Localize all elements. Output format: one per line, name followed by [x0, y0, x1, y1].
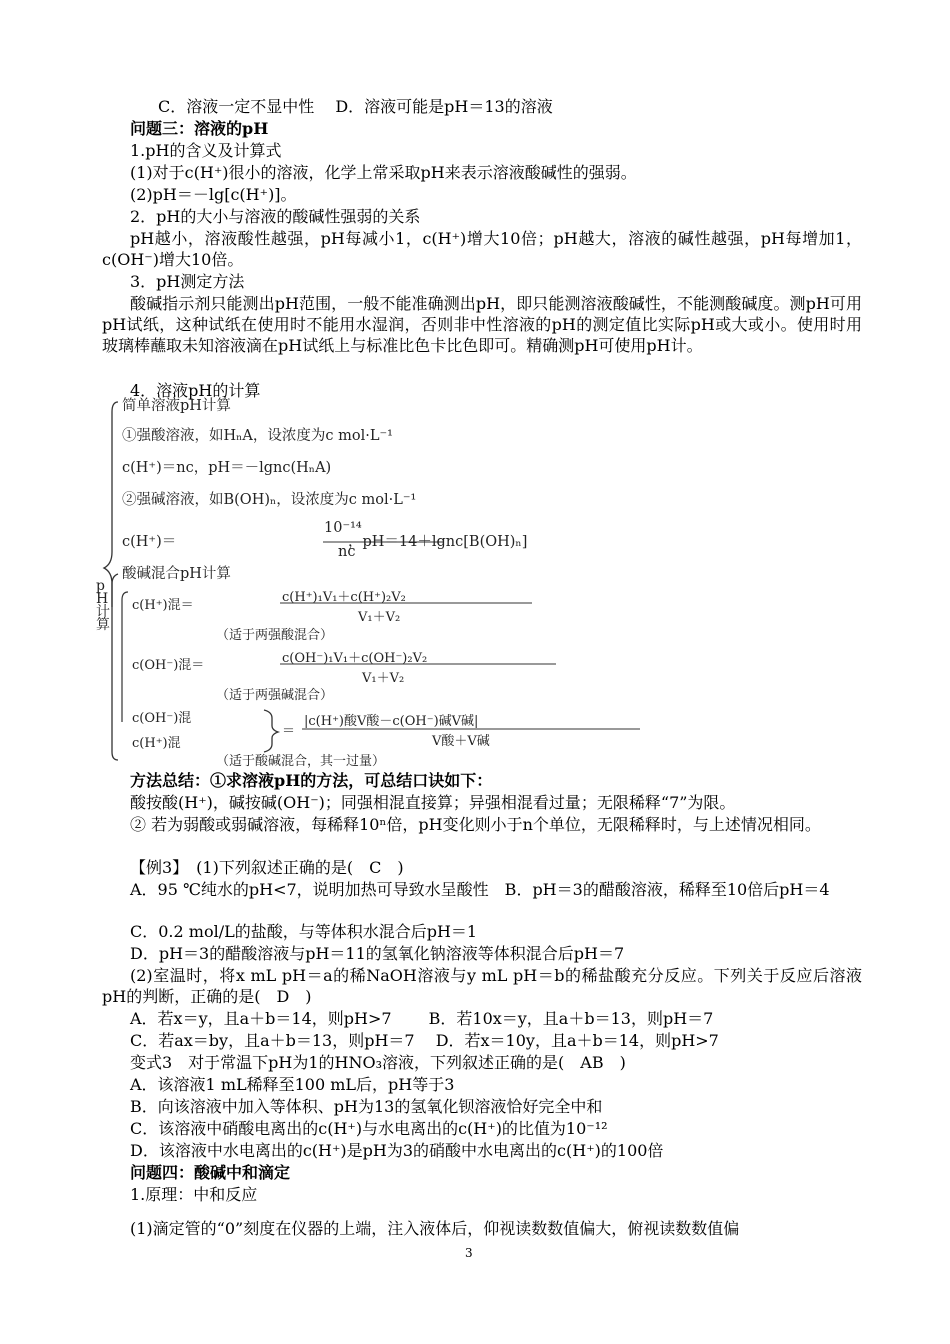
line-5: (2)pH＝－lg[c(H⁺)]。 [130, 185, 297, 204]
line-28: (1)滴定管的“0”刻度在仪器的上端，注入液体后，仰视读数数值偏大，俯视读数数值偏 [130, 1219, 740, 1238]
base-formula-numerator: 10⁻¹⁴ [324, 520, 362, 536]
line-24: C．该溶液中硝酸电离出的c(H⁺)与水电离出的c(H⁺)的比值为10⁻¹² [130, 1119, 608, 1138]
line-23: B．向该溶液中加入等体积、pH为13的氢氧化钡溶液恰好完全中和 [130, 1097, 603, 1116]
mix2-lhs: c(OH⁻)混＝ [132, 658, 205, 673]
line-20: C．若ax＝by，且a＋b＝13，则pH＝7 D．若x＝10y，且a＋b＝14，则pH>7 [130, 1031, 719, 1050]
mix3-lhs-h: c(H⁺)混 [132, 736, 181, 751]
method-summary: 方法总结：①求溶液pH的方法，可总结口诀如下： [130, 771, 493, 790]
mix3-lhs-oh: c(OH⁻)混 [132, 711, 192, 726]
page-number: 3 [465, 1246, 473, 1260]
line-19: A．若x＝y，且a＋b＝14，则pH>7 B．若10x＝y，且a＋b＝13，则pH＝7 [130, 1009, 714, 1028]
line-25: D．该溶液中水电离出的c(H⁺)是pH为3的硝酸中水电离出的c(H⁺)的100倍 [130, 1141, 664, 1160]
ph-formula-figure [92, 392, 652, 770]
mix-title: 酸碱混合pH计算 [122, 566, 231, 582]
mix1-note: （适于两强酸混合） [216, 628, 334, 643]
mix1-numerator: c(H⁺)₁V₁＋c(H⁺)₂V₂ [282, 590, 406, 605]
simple-title: 简单溶液pH计算 [122, 398, 231, 414]
acid-formula: c(H⁺)＝nc，pH＝－lgnc(HₙA) [122, 460, 332, 476]
variant-3-title: 变式3 对于常温下pH为1的HNO₃溶液，下列叙述正确的是( AB ) [130, 1053, 626, 1072]
base-formula-rhs: ，pH＝14＋lgnc[B(OH)ₙ] [348, 534, 528, 550]
base-case: ②强碱溶液，如B(OH)ₙ，设浓度为c mol·L⁻¹ [122, 492, 417, 508]
line-10: 4．溶液pH的计算 [130, 381, 261, 400]
section-title-4: 问题四：酸碱中和滴定 [130, 1163, 291, 1182]
line-12: 酸按酸(H⁺)，碱按碱(OH⁻)；同强相混直接算；异强相混看过量；无限稀释“7”为限。 [130, 793, 736, 812]
section-title-3: 问题三：溶液的pH [130, 119, 269, 138]
mix3-denominator: V酸＋V碱 [432, 734, 490, 749]
line-1: C．溶液一定不显中性 D．溶液可能是pH＝13的溶液 [158, 97, 553, 116]
base-formula-denominator: nc [338, 544, 356, 560]
paragraph-18: (2)室温时，将x mL pH＝a的稀NaOH溶液与y mL pH＝b的稀盐酸充分反应。下列关于反应后溶液pH的判断，正确的是( D ) [102, 966, 862, 1006]
line-22: A．该溶液1 mL稀释至100 mL后，pH等于3 [130, 1075, 455, 1094]
figure-main-label: pH计算 [96, 578, 110, 633]
line-17: D．pH＝3的醋酸溶液与pH＝11的氢氧化钠溶液等体积混合后pH＝7 [130, 944, 625, 963]
line-6: 2．pH的大小与溶液的酸碱性强弱的关系 [130, 207, 421, 226]
acid-case: ①强酸溶液，如HₙA，设浓度为c mol·L⁻¹ [122, 428, 393, 444]
mix3-note: （适于酸碱混合，其一过量） [216, 754, 386, 769]
paragraph-15: A．95 ℃纯水的pH<7，说明加热可导致水呈酸性 B．pH＝3的醋酸溶液，稀释至10倍后pH＝4 [130, 880, 830, 899]
paragraph-7: pH越小，溶液酸性越强，pH每减小1，c(H⁺)增大10倍；pH越大，溶液的碱性越强，pH每增加1，c(OH⁻)增大10倍。 [102, 229, 862, 269]
mix3-numerator: |c(H⁺)酸V酸－c(OH⁻)碱V碱| [304, 714, 479, 729]
mix1-lhs: c(H⁺)混＝ [132, 598, 194, 613]
mix2-denominator: V₁＋V₂ [362, 671, 405, 686]
line-4: (1)对于c(H⁺)很小的溶液，化学上常采取pH来表示溶液酸碱性的强弱。 [130, 163, 637, 182]
paragraph-13: ② 若为弱酸或弱碱溶液，每稀释10ⁿ倍，pH变化则小于n个单位，无限稀释时，与上述情况相同。 [130, 815, 821, 834]
mix2-note: （适于两强碱混合） [216, 688, 334, 703]
line-27: 1.原理：中和反应 [130, 1185, 258, 1204]
example-3-title: 【例3】 (1)下列叙述正确的是( C ) [130, 858, 404, 877]
mix3-equals: ＝ [282, 724, 296, 739]
line-8: 3．pH测定方法 [130, 272, 245, 291]
line-16: C．0.2 mol/L的盐酸，与等体积水混合后pH＝1 [130, 922, 478, 941]
mix1-denominator: V₁＋V₂ [358, 610, 401, 625]
paragraph-9: 酸碱指示剂只能测出pH范围，一般不能准确测出pH，即只能测溶液酸碱性，不能测酸碱度。测pH可用pH试纸，这种试纸在使用时不能用水湿润，否则非中性溶液的pH的测定值比实际pH或大或小。使用时用玻璃棒蘸取未知溶液滴在pH试纸上与标准比色卡比色即可。精确测pH可使用pH计。 [102, 294, 862, 355]
base-formula-lhs: c(H⁺)＝ [122, 534, 177, 550]
line-3: 1.pH的含义及计算式 [130, 141, 282, 160]
mix2-numerator: c(OH⁻)₁V₁＋c(OH⁻)₂V₂ [282, 651, 428, 666]
